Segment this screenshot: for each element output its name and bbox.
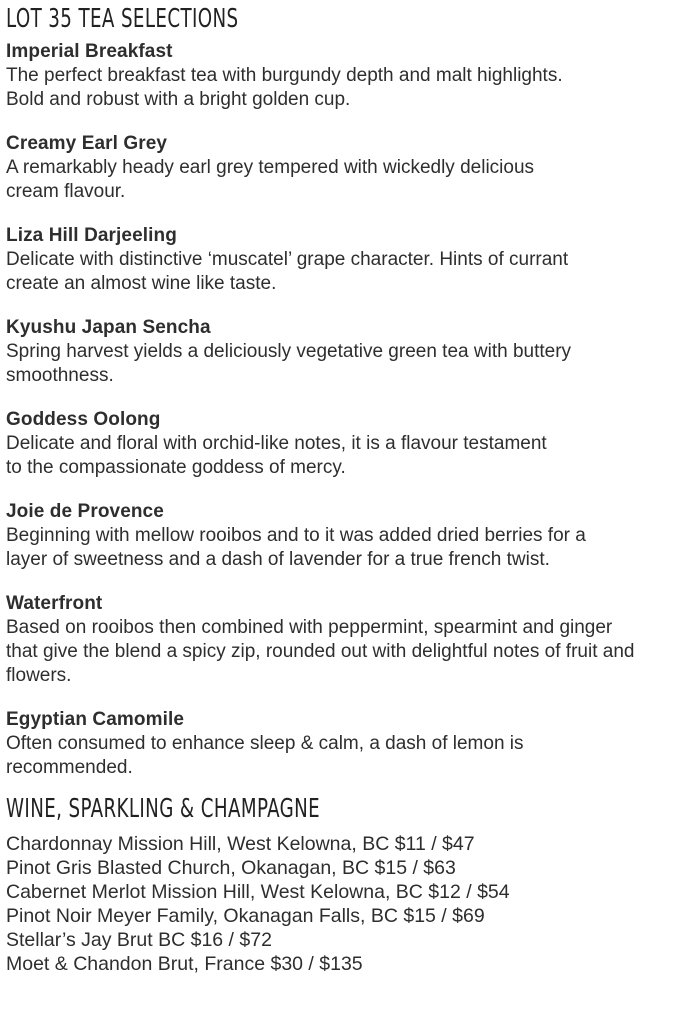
tea-item [6,500,674,572]
tea-description: A remarkably heady earl grey tempered with wickedly delicious cream flavour. [6,157,535,202]
tea-item [6,224,674,296]
wine-item: Pinot Noir Meyer Family, Okanagan Falls, BC $15 / $69 [6,905,485,927]
tea-name: Egyptian Camomile [6,709,185,730]
tea-item [6,408,674,480]
wine-section-title: WINE, SPARKLING & CHAMPAGNE [6,794,321,824]
tea-name: Waterfront [6,593,103,614]
wine-item: Cabernet Merlot Mission Hill, West Kelowna, BC $12 / $54 [6,881,510,903]
tea-name: Goddess Oolong [6,409,161,430]
menu-page [6,0,674,976]
tea-item [6,708,674,780]
tea-section-title: LOT 35 TEA SELECTIONS [6,4,239,34]
wine-item: Stellar’s Jay Brut BC $16 / $72 [6,929,272,951]
tea-name: Creamy Earl Grey [6,133,168,154]
wine-item: Chardonnay Mission Hill, West Kelowna, BC $11 / $47 [6,833,475,855]
tea-description: The perfect breakfast tea with burgundy depth and malt highlights. Bold and robust with a bright golden cup. [6,65,563,110]
tea-item [6,316,674,388]
wine-item: Moet & Chandon Brut, France $30 / $135 [6,953,363,975]
tea-description: Beginning with mellow rooibos and to it was added dried berries for a layer of sweetness and a dash of lavender for a true french twist. [6,525,586,570]
tea-name: Imperial Breakfast [6,41,173,62]
tea-name: Joie de Provence [6,501,164,522]
tea-list [6,40,674,780]
tea-description: Based on rooibos then combined with peppermint, spearmint and ginger that give the blend a spicy zip, rounded out with delightful notes of fruit and flowers. [6,617,635,686]
tea-item [6,592,674,688]
tea-name: Kyushu Japan Sencha [6,317,211,338]
wine-list [6,832,674,976]
wine-item: Pinot Gris Blasted Church, Okanagan, BC $15 / $63 [6,857,456,879]
tea-item [6,40,674,112]
tea-description: Often consumed to enhance sleep & calm, a dash of lemon is recommended. [6,733,524,778]
tea-name: Liza Hill Darjeeling [6,225,177,246]
tea-description: Spring harvest yields a deliciously vegetative green tea with buttery smoothness. [6,341,572,386]
tea-item [6,132,674,204]
tea-description: Delicate and floral with orchid-like notes, it is a flavour testament to the compassionate goddess of mercy. [6,433,547,478]
tea-description: Delicate with distinctive ‘muscatel’ grape character. Hints of currant create an almost wine like taste. [6,249,569,294]
